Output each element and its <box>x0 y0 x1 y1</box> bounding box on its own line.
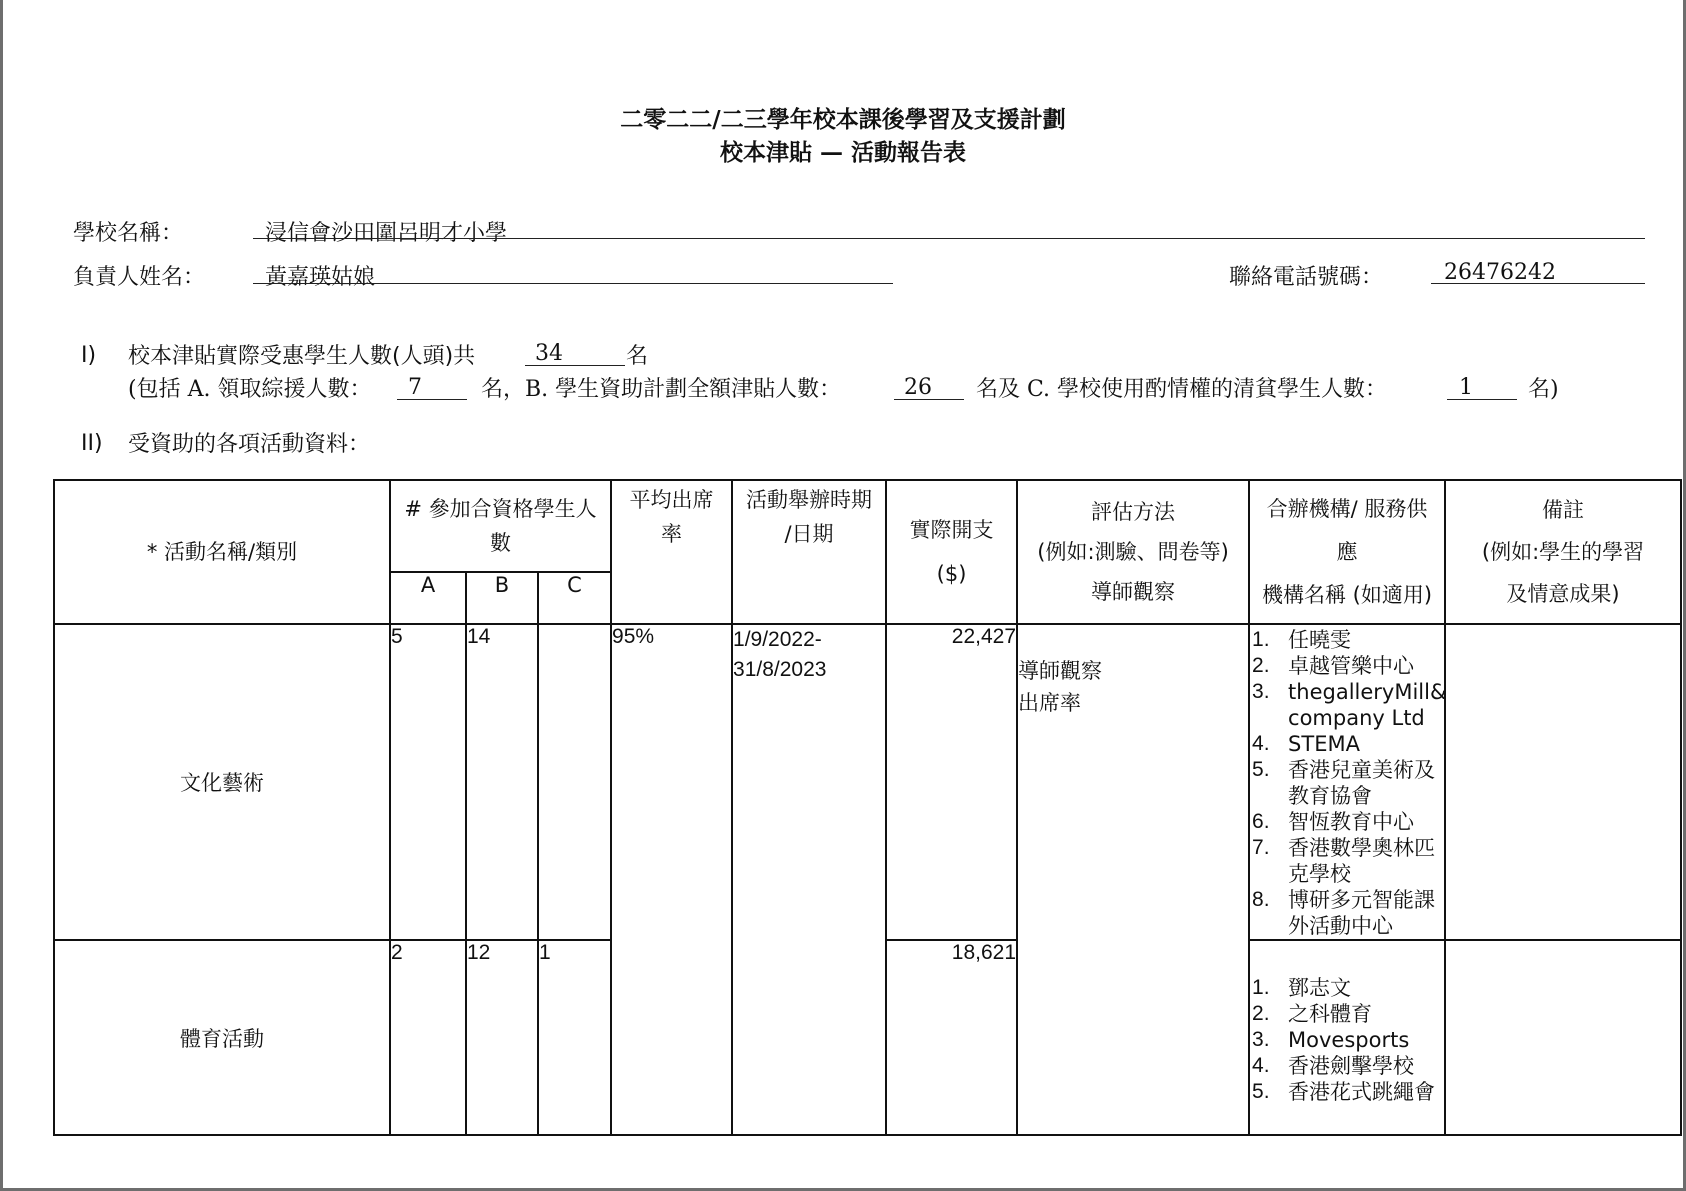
expense-cell: 22,427 <box>886 624 1017 940</box>
organization-item-number: 2. <box>1252 654 1270 677</box>
header-eligible-students: # 參加合資格學生人 數 <box>390 480 611 572</box>
organization-item-name: 之科體育 <box>1288 1002 1373 1026</box>
header-organization: 合辦機構/ 服務供 應 機構名稱 (如適用) <box>1249 480 1445 624</box>
total-count-value: 34 <box>535 341 563 366</box>
section-2-marker: II) <box>81 431 103 456</box>
breakdown-prefix: (包括 A. 領取綜援人數： <box>128 377 372 402</box>
expense-cell: 18,621 <box>886 940 1017 1135</box>
a-count-value: 7 <box>408 375 422 400</box>
header-expense: 實際開支 ($) <box>886 480 1017 624</box>
person-value: 黃嘉瑛姑娘 <box>265 265 376 290</box>
person-underline <box>253 283 893 284</box>
organization-item-number: 8. <box>1252 888 1270 911</box>
count-a-cell: 5 <box>390 624 466 940</box>
count-a-cell: 2 <box>390 940 466 1135</box>
organization-item-number: 6. <box>1252 810 1270 833</box>
attendance-cell: 95% <box>611 624 732 1135</box>
remarks-cell <box>1445 624 1681 940</box>
organization-item-name: STEMA <box>1288 732 1360 756</box>
phone-value: 26476242 <box>1444 260 1556 285</box>
b-count-underline <box>894 399 964 400</box>
remarks-cell <box>1445 940 1681 1135</box>
period-cell: 1/9/2022- 31/8/2023 <box>732 624 886 1135</box>
organization-item-number: 7. <box>1252 836 1270 859</box>
total-count-underline <box>525 365 625 366</box>
activity-category-cell: 體育活動 <box>54 940 390 1135</box>
table-row <box>54 624 1681 940</box>
organization-item-name: 外活動中心 <box>1288 914 1394 938</box>
organization-item-number: 1. <box>1252 628 1270 651</box>
person-label: 負責人姓名： <box>73 265 206 290</box>
organization-item-name: company Ltd <box>1288 706 1425 730</box>
organization-item-number: 4. <box>1252 1054 1270 1077</box>
page-title: 二零二二/二三學年校本課後學習及支援計劃 <box>620 106 1066 133</box>
activity-category-cell: 文化藝術 <box>54 624 390 940</box>
phone-label: 聯絡電話號碼： <box>1229 265 1384 290</box>
organization-item <box>1250 731 1444 757</box>
organization-item-name: 博研多元智能課 <box>1288 888 1436 912</box>
organization-item-name: 鄧志文 <box>1288 976 1352 1000</box>
organization-cell <box>1249 624 1445 940</box>
school-name-underline <box>253 238 1645 239</box>
organization-item-name: thegalleryMill& <box>1288 680 1447 704</box>
organization-item-name: 智恆教育中心 <box>1288 810 1415 834</box>
organization-item-number: 3. <box>1252 1028 1270 1051</box>
page-subtitle: 校本津貼 — 活動報告表 <box>719 139 966 166</box>
organization-item <box>1250 757 1444 809</box>
b-count-value: 26 <box>904 375 932 400</box>
organization-item <box>1250 653 1444 679</box>
organization-item-name: 香港劍擊學校 <box>1288 1054 1415 1078</box>
header-attendance: 平均出席 率 <box>611 480 732 624</box>
header-col-c: C <box>538 572 611 624</box>
a-count-underline <box>397 399 467 400</box>
header-activity: * 活動名稱/類別 <box>54 480 390 624</box>
organization-item-name: 香港兒童美術及 <box>1288 758 1436 782</box>
breakdown-mid-2: 名及 C. 學校使用酌情權的清貧學生人數： <box>976 377 1388 402</box>
breakdown-mid-1: 名，B. 學生資助計劃全額津貼人數： <box>481 377 842 402</box>
organization-item <box>1250 1027 1444 1053</box>
section-2-text: 受資助的各項活動資料： <box>128 432 371 457</box>
organization-list <box>1250 975 1444 1105</box>
school-name-label: 學校名稱： <box>73 221 184 246</box>
header-col-b: B <box>466 572 538 624</box>
organization-item <box>1250 627 1444 653</box>
header-col-a: A <box>390 572 466 624</box>
organization-item <box>1250 1001 1444 1027</box>
organization-item-number: 4. <box>1252 732 1270 755</box>
organization-item-name: 香港數學奧林匹 <box>1288 836 1436 860</box>
phone-underline <box>1431 283 1645 284</box>
organization-list <box>1250 627 1447 939</box>
organization-item <box>1250 975 1444 1001</box>
header-remarks: 備註 (例如:學生的學習 及情意成果) <box>1445 480 1681 624</box>
organization-item <box>1250 679 1447 731</box>
organization-item <box>1250 1053 1444 1079</box>
breakdown-suffix: 名) <box>1528 377 1559 402</box>
table-header-row <box>54 480 1681 572</box>
evaluation-cell: 導師觀察 出席率 <box>1017 624 1249 1135</box>
organization-item <box>1250 1079 1444 1105</box>
beneficiary-line-suffix: 名 <box>626 344 649 369</box>
beneficiary-line-prefix: 校本津貼實際受惠學生人數(人頭)共 <box>128 344 476 369</box>
header-evaluation: 評估方法 (例如:測驗、問卷等) 導師觀察 <box>1017 480 1249 624</box>
activities-table <box>53 479 1682 1136</box>
organization-item-number: 2. <box>1252 1002 1270 1025</box>
organization-item-name: 克學校 <box>1288 862 1352 886</box>
organization-item-name: Movesports <box>1288 1028 1410 1052</box>
count-c-cell: 1 <box>538 940 611 1135</box>
school-name-value: 浸信會沙田圍呂明才小學 <box>265 221 508 246</box>
organization-item-number: 3. <box>1252 680 1270 703</box>
c-count-value: 1 <box>1459 375 1473 400</box>
organization-item <box>1250 809 1444 835</box>
organization-item <box>1250 887 1444 939</box>
report-page <box>3 0 1683 1188</box>
organization-item <box>1250 835 1444 887</box>
count-b-cell: 14 <box>466 624 538 940</box>
organization-item-number: 1. <box>1252 976 1270 999</box>
c-count-underline <box>1447 399 1517 400</box>
organization-item-number: 5. <box>1252 758 1270 781</box>
count-b-cell: 12 <box>466 940 538 1135</box>
organization-item-name: 教育協會 <box>1288 784 1373 808</box>
count-c-cell <box>538 624 611 940</box>
organization-item-name: 卓越管樂中心 <box>1288 654 1415 678</box>
header-period: 活動舉辦時期 /日期 <box>732 480 886 624</box>
organization-item-name: 香港花式跳繩會 <box>1288 1080 1436 1104</box>
organization-item-number: 5. <box>1252 1080 1270 1103</box>
organization-cell <box>1249 940 1445 1135</box>
section-1-marker: I) <box>81 343 97 368</box>
organization-item-name: 任曉雯 <box>1288 628 1352 652</box>
